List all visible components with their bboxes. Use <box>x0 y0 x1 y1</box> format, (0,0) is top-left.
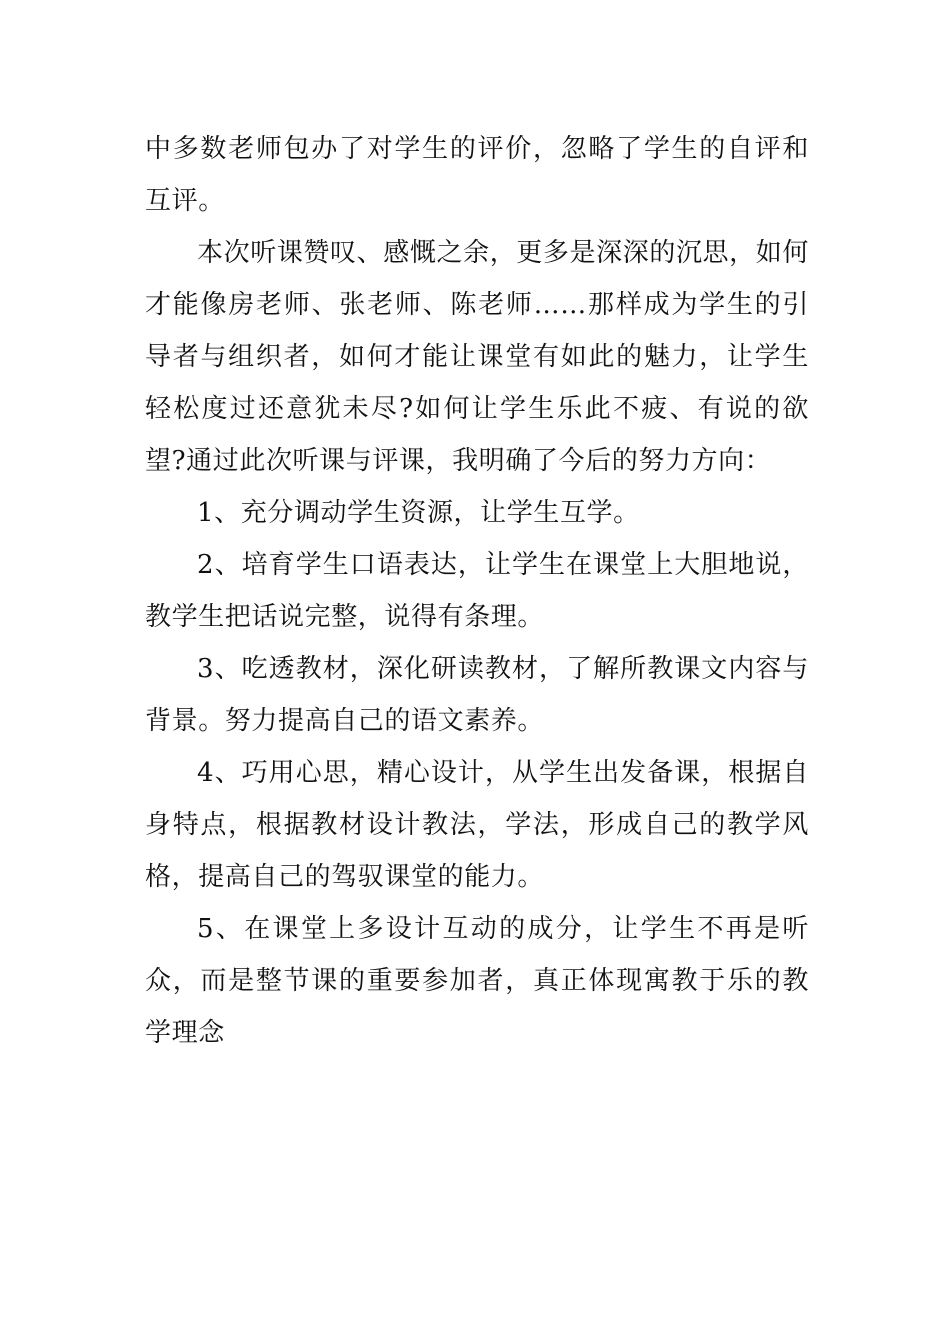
list-item-1: 1、充分调动学生资源，让学生互学。 <box>197 498 640 528</box>
list-item-4: 4、巧用心思，精心设计，从学生出发备课，根据自身特点，根据教材设计教法，学法，形成自己的教学风格，提高自己的驾驭课堂的能力。 <box>145 758 809 892</box>
document-body <box>145 123 809 1059</box>
paragraph-reflection: 本次听课赞叹、感慨之余，更多是深深的沉思，如何才能像房老师、张老师、陈老师……那样成为学生的引导者与组织者，如何才能让课堂有如此的魅力，让学生轻松度过还意犹未尽?如何让学生乐此不疲、有说的欲望?通过此次听课与评课，我明确了今后的努力方向： <box>145 238 809 476</box>
list-item-3: 3、吃透教材，深化研读教材，了解所教课文内容与背景。努力提高自己的语文素养。 <box>145 654 809 736</box>
list-item-2: 2、培育学生口语表达，让学生在课堂上大胆地说，教学生把话说完整，说得有条理。 <box>145 550 809 632</box>
paragraph-continuation: 中多数老师包办了对学生的评价，忽略了学生的自评和互评。 <box>145 134 809 216</box>
list-item-5: 5、在课堂上多设计互动的成分，让学生不再是听众，而是整节课的重要参加者，真正体现寓教于乐的教学理念 <box>145 914 809 1048</box>
